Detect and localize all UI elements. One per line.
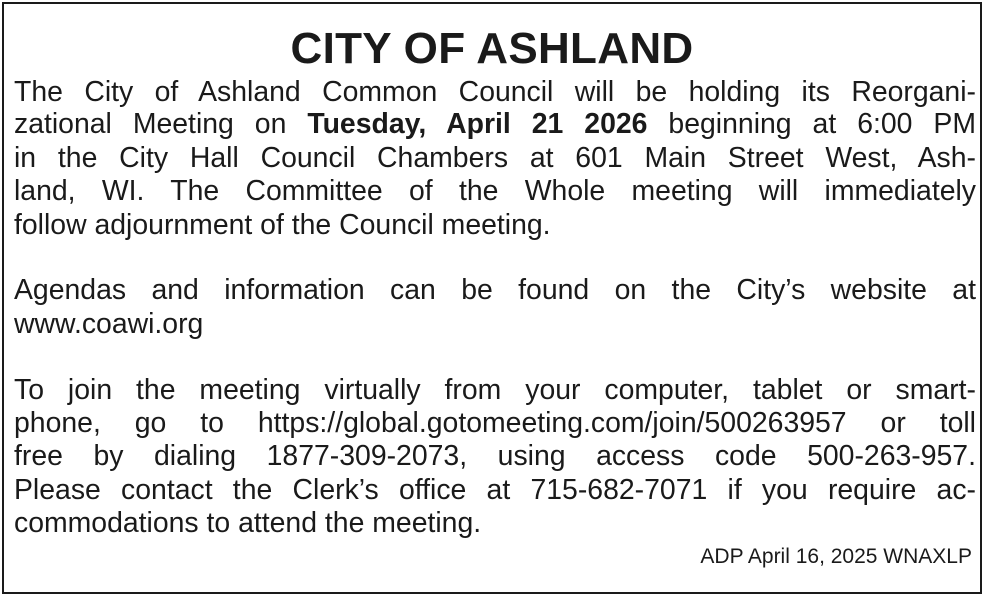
publication-footer: ADP April 16, 2025 WNAXLP: [700, 545, 972, 568]
paragraph-1-line-2: [14, 108, 976, 140]
paragraph-3-line-1: To join the meeting virtually from your computer, tablet or smart-: [14, 374, 976, 406]
paragraph-3-line-3: free by dialing 1877-309-2073, using access code 500-263-957.: [14, 440, 976, 472]
paragraph-3-line-5: commodations to attend the meeting.: [14, 507, 482, 539]
meeting-date: Tuesday, April 21 2026: [307, 108, 648, 140]
meeting-intro-text: zational Meeting on: [14, 108, 308, 140]
paragraph-1-line-4: land, WI. The Committee of the Whole meeting will immediately: [14, 175, 976, 207]
legal-notice: [2, 2, 982, 594]
paragraph-1-line-1: The City of Ashland Common Council will be holding its Reorgani-: [14, 76, 976, 108]
meeting-time-text: beginning at 6:00 PM: [647, 108, 977, 140]
paragraph-3-line-4: Please contact the Clerk’s office at 715-682-7071 if you require ac-: [14, 474, 976, 506]
paragraph-1-line-3: in the City Hall Council Chambers at 601 Main Street West, Ash-: [14, 142, 976, 174]
notice-title: CITY OF ASHLAND: [290, 24, 694, 73]
paragraph-1-line-5: follow adjournment of the Council meeting.: [14, 209, 551, 241]
website-url: www.coawi.org: [14, 308, 204, 340]
paragraph-3-line-2: phone, go to https://global.gotomeeting.com/join/500263957 or toll: [14, 407, 976, 439]
paragraph-2-line-1: Agendas and information can be found on the City’s website at: [14, 274, 976, 306]
